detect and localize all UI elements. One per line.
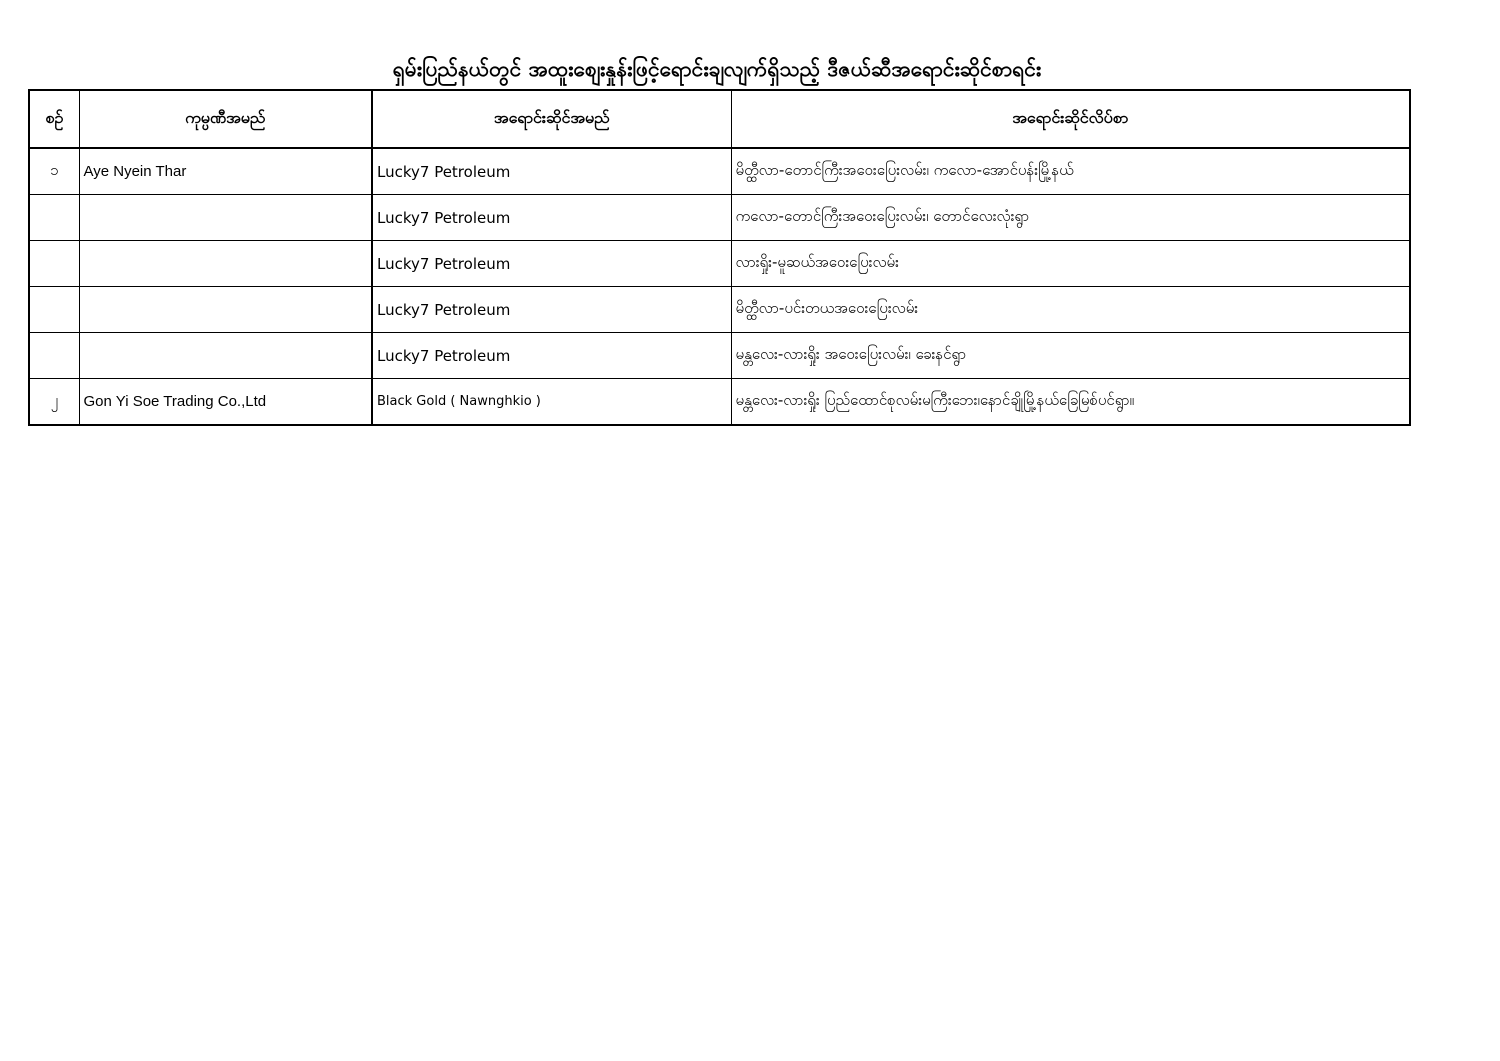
header-company: ကုမ္ပဏီအမည် — [79, 90, 372, 148]
table-row — [29, 195, 1410, 241]
row-company — [79, 195, 372, 241]
row-station: Lucky7 Petroleum — [372, 241, 731, 287]
row-address: မန္တလေး-လားရှိုး ပြည်ထောင်စုလမ်းမကြီးဘေး၊နောင်ချိုမြို့နယ်ခြေမြစ်ပင်ရွာ။ — [731, 379, 1410, 426]
header-address: အရောင်းဆိုင်လိပ်စာ — [731, 90, 1410, 148]
row-address: မန္တလေး-လားရှိုး အဝေးပြေးလမ်း၊ ခေးနင်ရွာ — [731, 333, 1410, 379]
row-company: Gon Yi Soe Trading Co.,Ltd — [79, 379, 372, 426]
row-station: Lucky7 Petroleum — [372, 287, 731, 333]
row-station: Lucky7 Petroleum — [372, 195, 731, 241]
table-row — [29, 241, 1410, 287]
table-row — [29, 148, 1410, 195]
row-address: မိတ္ထီလာ-တောင်ကြီးအဝေးပြေးလမ်း၊ ကလော-အောင်ပန်းမြို့နယ် — [731, 148, 1410, 195]
header-station: အရောင်းဆိုင်အမည် — [372, 90, 731, 148]
row-address: မိတ္ထီလာ-ပင်းတယအဝေးပြေးလမ်း — [731, 287, 1410, 333]
dealer-table — [28, 89, 1411, 426]
row-company — [79, 241, 372, 287]
table-header-row — [29, 90, 1410, 148]
row-company — [79, 333, 372, 379]
row-no: ၁ — [29, 148, 79, 195]
table-row — [29, 333, 1410, 379]
row-no — [29, 333, 79, 379]
row-company: Aye Nyein Thar — [79, 148, 372, 195]
row-no — [29, 287, 79, 333]
row-address: ကလော-တောင်ကြီးအဝေးပြေးလမ်း၊ တောင်လေးလုံးရွာ — [731, 195, 1410, 241]
table-row — [29, 287, 1410, 333]
row-no — [29, 241, 79, 287]
header-no: စဉ် — [29, 90, 79, 148]
row-station: Lucky7 Petroleum — [372, 333, 731, 379]
row-station: Lucky7 Petroleum — [372, 148, 731, 195]
row-no — [29, 195, 79, 241]
table-row — [29, 379, 1410, 426]
row-no: ၂ — [29, 379, 79, 426]
page-title: ရှမ်းပြည်နယ်တွင် အထူးစျေးနှုန်းဖြင့်ရောင်းချလျက်ရှိသည့် ဒီဇယ်ဆီအရောင်းဆိုင်စာရင်း — [392, 57, 1042, 81]
row-station: Black Gold ( Nawnghkio ) — [372, 379, 731, 426]
row-address: လားရှိုး-မူဆယ်အဝေးပြေးလမ်း — [731, 241, 1410, 287]
row-company — [79, 287, 372, 333]
